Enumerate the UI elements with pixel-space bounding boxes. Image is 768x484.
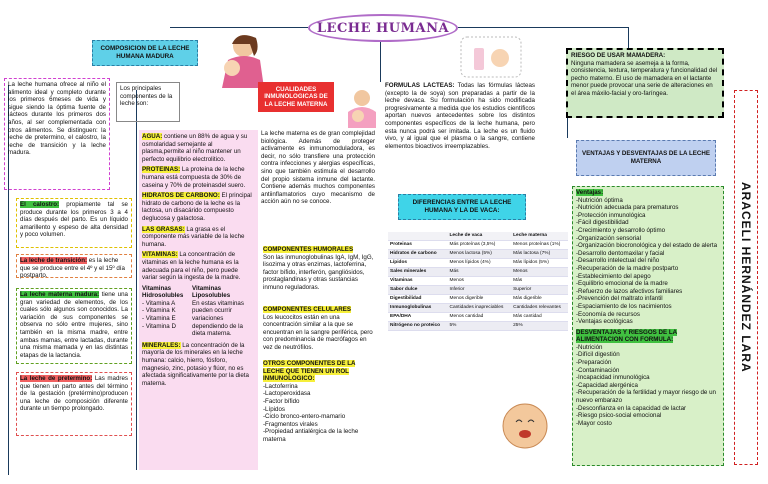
table-cell: Inferior xyxy=(447,286,511,295)
diferencias-heading: DIFERENCIAS ENTRE LA LECHE HUMANA Y LA DE VACA: xyxy=(398,194,526,220)
row-label: Sales minerales xyxy=(388,268,447,277)
table-cell: Cantidades inapreciables xyxy=(447,304,511,313)
table-header: Leche materna xyxy=(511,232,568,241)
otros-box: OTROS COMPONENTES DE LA LECHE QUE TIENEN UN ROL INMUNOLOGICO: -Lactoferrina -Lactoperoxidasa -Factor bífido -Lípidos -Ciclo bronco-entero-mamario -Fragmentos virales -Propiedad antialérgica de la leche materna xyxy=(263,360,359,443)
list-item: -Nutrición xyxy=(576,343,603,351)
list-item: -Prevención del maltrato infantil xyxy=(576,295,663,303)
table-row xyxy=(388,259,568,268)
row-label: Inmunoglobulinas xyxy=(388,304,447,313)
row-label: Vitaminas xyxy=(388,277,447,286)
list-item: -Contaminación xyxy=(576,366,620,374)
tipo-madura: La leche materna madura: tiene una gran variedad de elementos, de los cuales sólo algunos son conocidos. La variación de sus componentes se observa no sólo entre mujeres, sino también en la misma madre, entre ambas mamas, entre lactadas, durante una misma mamada y en las distintas etapas de la lactancia. xyxy=(16,288,132,364)
list-item: -Riesgo psico-social emocional xyxy=(576,412,662,420)
table-cell: Menos digerible xyxy=(447,295,511,304)
inmunologicas-heading: CUALIDADES INMUNOLOGICAS DE LA LECHE MATERNA xyxy=(258,82,334,112)
vitaminas-hidrosolubles: Vitaminas Hidrosolubles - Vitamina A - Vitamina K - Vitamina E - Vitamina D xyxy=(142,284,184,330)
component-vitaminas: VITAMINAS: La concentración de vitaminas en la leche humana es la adecuada para el niño, pero puede variar según la ingesta de la madre. xyxy=(142,251,241,282)
table-cell: Cantidades relevantes xyxy=(511,304,568,313)
table-cell: Menos cantidad xyxy=(447,313,511,322)
table-cell: Superior xyxy=(511,286,568,295)
list-item: -Crecimiento y desarrollo óptimo xyxy=(576,226,666,234)
humorales-box: COMPONENTES HUMORALES Son las inmunoglobulinas IgA, IgM, IgG, lisozima y otras enzimas, lactoferrina, factor bífido, interferón, gangliósidos, prostaglandinas y otras sustancias inmuno reguladoras. xyxy=(263,246,374,291)
list-item: -Refuerzo de lazos afectivos familiares xyxy=(576,287,683,295)
table-cell: Más xyxy=(511,277,568,286)
row-label: Lípidos xyxy=(388,259,447,268)
list-item: -Capacidad alergénica xyxy=(576,381,638,389)
table-header xyxy=(388,232,447,241)
list-item: -Desconfianza en la capacidad de lactar xyxy=(576,404,687,412)
list-item: -Desarrollo intelectual del niño xyxy=(576,257,660,265)
table-row xyxy=(388,250,568,259)
table-row xyxy=(388,304,568,313)
table-row xyxy=(388,313,568,322)
composicion-heading: COMPOSICION DE LA LECHE HUMANA MADURA xyxy=(92,40,198,66)
row-label: Proteinas xyxy=(388,241,447,250)
table-cell: Más lípidos (5%) xyxy=(511,259,568,268)
connector-line xyxy=(380,42,381,82)
component-proteinas: PROTEINAS: La proteina de la leche humana está compuesta de 30% de caseina y 70% de proteinasdel suero. xyxy=(142,166,246,189)
list-item: -Incapacidad inmunológica xyxy=(576,374,650,382)
ventajas-heading: VENTAJAS Y DESVENTAJAS DE LA LECHE MATERNA xyxy=(576,140,716,176)
tipo-calostro: El calostro: propiamente tal se produce durante los primeros 3 a 4 días después del parto. Es un líquido amarillento y espeso de alta densidad y poco volumen. xyxy=(16,198,132,248)
table-row xyxy=(388,268,568,277)
connector-line xyxy=(628,27,629,49)
table-cell: Menos xyxy=(511,268,568,277)
table-row xyxy=(388,277,568,286)
list-item: -Establecimiento del apego xyxy=(576,272,651,280)
list-item: -Espaciamiento de los nacimientos xyxy=(576,302,672,310)
list-item: -Economía de recursos xyxy=(576,310,640,318)
table-header: Leche de vaca xyxy=(447,232,511,241)
ventajas-list xyxy=(576,197,720,326)
component-agua: AGUA: contiene un 88% de agua y su osmolaridad semejante al plasma,permite al niño mantener un perfecto equilibrio electrolitico. xyxy=(142,133,248,163)
row-label: EPA/DHA xyxy=(388,313,447,322)
mother-nursing-illustration xyxy=(340,88,382,128)
table-cell: 25% xyxy=(511,322,568,331)
tipo-transicion: La leche de transición: es la leche que se produce entre el 4º y el 15º día postparto. xyxy=(16,254,132,278)
table-cell: Más lactosa (7%) xyxy=(511,250,568,259)
table-row xyxy=(388,295,568,304)
list-item: -Difícil digestión xyxy=(576,351,620,359)
table-row xyxy=(388,241,568,250)
table-cell: 5% xyxy=(447,322,511,331)
list-item: -Organización sensorial xyxy=(576,234,641,242)
principales-label: Los principales componentes de la leche son: xyxy=(116,82,180,122)
table-cell: Menos lactosa (5%) xyxy=(447,250,511,259)
table-cell: Menos xyxy=(447,277,511,286)
row-label: Hidratos de carbono xyxy=(388,250,447,259)
connector-line xyxy=(170,27,308,28)
row-label: Nitrógeno no proteico xyxy=(388,322,447,331)
connector-line xyxy=(136,90,137,470)
celulares-box: COMPONENTES CELULARES Los leucocitos están en una concentración similar a la que se encuentran en la sangre periférica, pero con predominancia de macrófagos en vez de neutrófilos. xyxy=(263,306,373,351)
table-cell: Más digerible xyxy=(511,295,568,304)
list-item: -Mayor costo xyxy=(576,419,612,427)
list-item: -Fácil digestibilidad xyxy=(576,219,629,227)
table-cell: Más proteínas (3,5%) xyxy=(447,241,511,250)
list-item: -Nutrición adecuada para prematuros xyxy=(576,204,679,212)
list-item: -Recuperación de la madre postparto xyxy=(576,264,679,272)
vitaminas-liposolubles: Vitaminas Liposolubles En estas vitaminas pueden ocurrir variaciones dependiendo de la dieta materna. xyxy=(192,284,244,338)
mother-baby-illustration xyxy=(208,30,270,88)
component-grasas: LAS GRASAS: La grasa es el componente más variable de la leche humana. xyxy=(142,225,245,248)
formulas-text: FORMULAS LACTEAS: Todas las fórmulas lácteas (excepto la de soya) son preparadas a partir de la leche devaca. Su formulación ha sido modificada progresivamente a medida que los estudios científicos aportan nuevos antecedentes sobre los distintos componentes específicos de la leche humana, pero esta nunca podrá ser imitada. La leche es un fluido vivo, y al igual que el plasma o la sangre, contiene elementos bioactivos irreemplazables. xyxy=(385,82,535,150)
table-row xyxy=(388,322,568,331)
ventajas-panel: Ventajas: -Nutrición óptima -Nutrición adecuada para prematuros -Protección inmunológica -Fácil digestibilidad -Crecimiento y desarrollo óptimo -Organización sensorial -Organización biocronológica y del estado de alerta -Desarrollo dentomaxilar y facial -Desarrollo intelectual del niño -Recuperación de la madre postparto -Establecimiento del apego -Equilibrio emocional de la madre -Refuerzo de lazos afectivos familiares -Prevención del maltrato infantil -Espaciamiento de los nacimientos -Economía de recursos -Ventajas ecológicas DESVENTAJAS Y RIESGOS DE LA ALIMENTACION CON FORMULA: -Nutrición -Difícil digestión -Preparación -Contaminación -Incapacidad inmunológica -Capacidad alergénica -Recuperación de la fertilidad y mayor riesgo de un nuevo embarazo -Desconfianza en la capacidad de lactar -Riesgo psico-social emocional -Mayor costo xyxy=(572,186,724,466)
crying-baby-illustration xyxy=(500,400,550,452)
table-row xyxy=(388,286,568,295)
intro-box: La leche humana ofrece al niño el alimento ideal y completo durante los primeros 6meses de vida y sigue siendo la óptima fuente de lácteos durante los primeros dos años, al ser complementada con otros alimentos. Se distinguen: la leche de pretermino, el calostro, la leche de transición y la leche madura. xyxy=(4,78,110,190)
diferencias-table xyxy=(388,232,568,331)
list-item: -Equilibrio emocional de la madre xyxy=(576,280,668,288)
list-item: -Nutrición óptima xyxy=(576,196,623,204)
table-cell: Más cantidad xyxy=(511,313,568,322)
list-item: -Organización biocronológica y del estado de alerta xyxy=(576,242,718,250)
list-item: -Ventajas ecológicas xyxy=(576,318,633,326)
table-cell: Más xyxy=(447,268,511,277)
row-label: Sabor dulce xyxy=(388,286,447,295)
composicion-panel xyxy=(139,130,258,470)
tipo-pretermino: La leche de pretermino: Las madres que tienen un parto antes del término de la gestación (pretérmino)producen una leche de composición diferente durante un tiempo prolongado. xyxy=(16,372,132,436)
bottle-illustration xyxy=(460,36,522,78)
list-item: -Protección inmunológica xyxy=(576,211,646,219)
mamadera-box: RIESGO DE USAR MAMADERA: Ninguna mamadera se asemeja a la forma, consistencia, textura, temperatura y funcionalidad del pecho materno. El uso de mamadera en el lactante menor puede provocar una serie de alteraciones en el área máxilo-facial y oro-faríngea. xyxy=(566,48,724,118)
list-item: -Desarrollo dentomaxilar y facial xyxy=(576,249,665,257)
component-minerales: MINERALES: La concentración de la mayoría de los minerales en la leche humana: calcio, hierro, fósforo, magnesio, zinc, potasio y flúor, no es afectada significativamente por la dieta materna. xyxy=(142,341,249,387)
row-label: Digestibilidad xyxy=(388,295,447,304)
author-name: ARACELI HERNÁNDEZ LARA xyxy=(734,90,758,465)
table-cell: Menos lípidos (4%) xyxy=(447,259,511,268)
list-item: -Recuperación de la fertilidad y mayor riesgo de un nuevo embarazo xyxy=(576,389,716,405)
component-hidratos: HIDRATOS DE CARBONO: El principal hidrato de carbono de la leche es la lactosa, un disacárido compuesto deglucosa y galactosa. xyxy=(142,192,252,222)
list-item: -Preparación xyxy=(576,359,612,367)
inmunologicas-text: La leche materna es de gran complejidad biológica. Además de proteger activamente es inmunomoduladora, es decir, no sólo transfiere una protección contra infecciones y alergias específicas, sino que también estimula el desarrollo del propio sistema inmune del lactante. Contiene además muchos componentes antiinflamatorios cuyo mecanismo de acción aún no se conoce. xyxy=(261,130,375,206)
connector-line xyxy=(458,27,628,28)
page-title: LECHE HUMANA xyxy=(308,14,458,42)
desventajas-list xyxy=(576,344,720,428)
table-cell: Menos proteínas (1%) xyxy=(511,241,568,250)
